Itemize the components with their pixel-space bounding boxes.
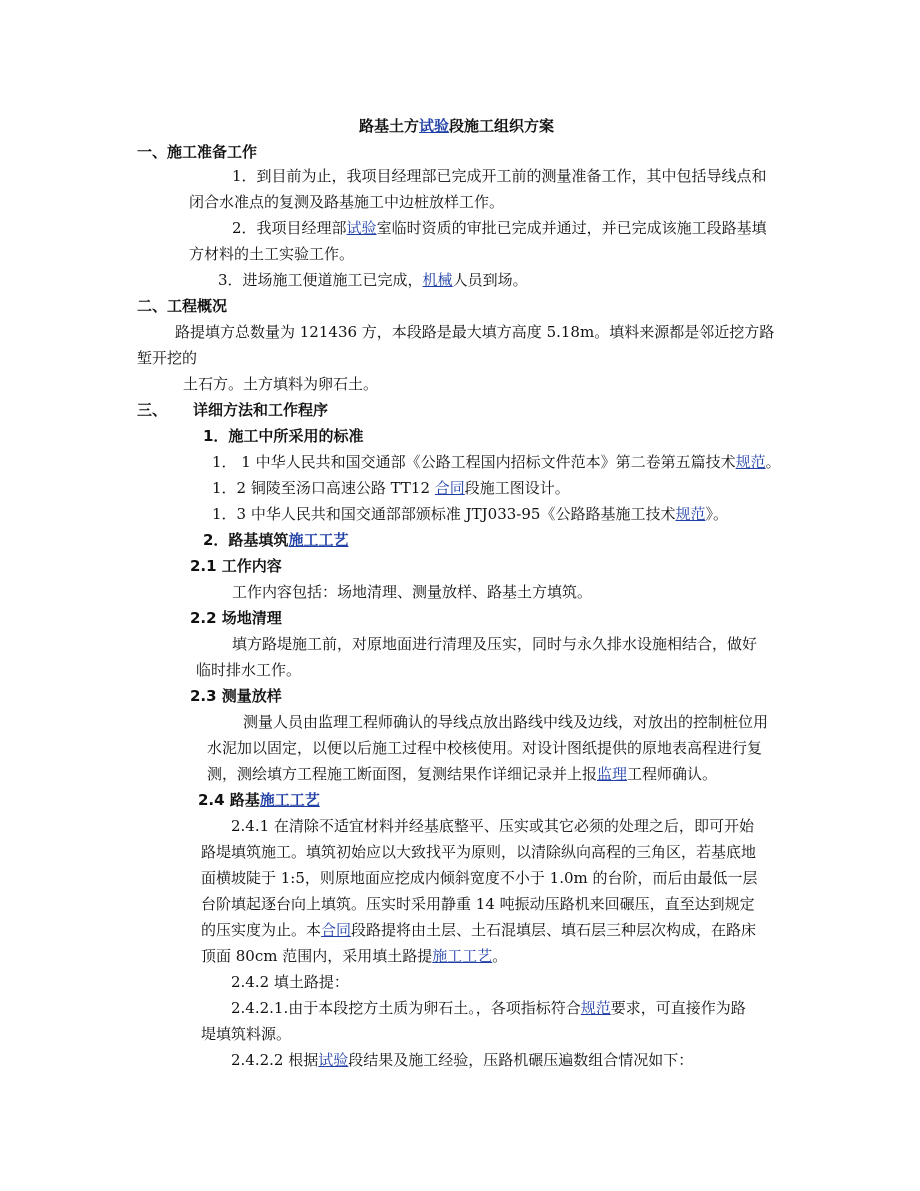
- paragraph: [218, 270, 528, 290]
- link-spec[interactable]: 规范: [580, 999, 611, 1017]
- paragraph: 台阶填起逐台向上填筑。压实时采用静重 14 吨振动压路机来回碾压，直至达到规定: [201, 895, 755, 913]
- text: 2．路基填筑: [203, 531, 289, 549]
- paragraph: 1．到目前为止，我项目经理部已完成开工前的测量准备工作，其中包括导线点和: [232, 167, 767, 185]
- link-contract[interactable]: 合同: [434, 479, 465, 497]
- text: 工程师确认。: [627, 765, 718, 783]
- paragraph: [231, 1050, 693, 1070]
- text: 段施工图设计。: [464, 479, 570, 497]
- paragraph: 临时排水工作。: [196, 661, 302, 679]
- text: 2.4.2.1.由于本段挖方土质为卵石土。，各项指标符合: [231, 999, 581, 1017]
- paragraph: 测量人员由监理工程师确认的导线点放出路线中线及边线，对放出的控制桩位用: [243, 713, 769, 731]
- heading-2-1: 2.1 工作内容: [190, 557, 282, 575]
- text: 测，测绘填方工程施工断面图，复测结果作详细记录并上报: [207, 765, 598, 783]
- paragraph: 土石方。土方填料为卵石土。: [183, 375, 379, 393]
- paragraph: 2.4.2 填土路提：: [231, 973, 349, 991]
- paragraph: [231, 998, 746, 1018]
- link-supervision[interactable]: 监理: [597, 765, 628, 783]
- text: 1． 1 中华人民共和国交通部《公路工程国内招标文件范本》第二卷第五篇技术: [212, 453, 736, 471]
- paragraph: 2.4.1 在清除不适宜材料并经基底整平、压实或其它必须的处理之后，即可开始: [231, 817, 754, 835]
- text: 顶面 80cm 范围内，采用填土路提: [201, 947, 433, 965]
- text: 段路提将由土层、土石混填层、填石层三种层次构成，在路床: [351, 921, 757, 939]
- section-1-heading: 一、施工准备工作: [137, 143, 258, 161]
- list-item: [212, 452, 781, 472]
- link-machinery[interactable]: 机械: [422, 271, 453, 289]
- heading-2-2: 2.2 场地清理: [190, 609, 282, 627]
- paragraph: 堑开挖的: [137, 349, 198, 367]
- paragraph: 面横坡陡于 1:5，则原地面应挖成内倾斜宽度不小于 1.0m 的台阶，而后由最低一层: [201, 869, 758, 887]
- link-contract[interactable]: 合同: [321, 921, 352, 939]
- title-text-rest: 段施工组织方案: [449, 117, 555, 135]
- text: 。: [492, 947, 508, 965]
- text: 2.4.2.2 根据: [231, 1051, 319, 1069]
- paragraph: [201, 946, 507, 966]
- text: 2．我项目经理部: [232, 219, 347, 237]
- link-process[interactable]: 施工工艺: [288, 531, 349, 549]
- paragraph: 工作内容包括：场地清理、测量放样、路基土方填筑。: [232, 583, 593, 601]
- text: 2.4 路基: [198, 791, 260, 809]
- subheading-fill: [203, 530, 348, 550]
- paragraph: 路提填方总数量为 121436 方，本段路是最大填方高度 5.18m。填料来源都是邻近挖方路: [175, 323, 775, 341]
- section-3-number: 三、: [137, 401, 168, 419]
- text: 人员到场。: [452, 271, 528, 289]
- paragraph: 方材料的土工实验工作。: [189, 245, 355, 263]
- paragraph: 水泥加以固定，以便以后施工过程中校核使用。对设计图纸提供的原地表高程进行复: [207, 739, 763, 757]
- link-process[interactable]: 施工工艺: [259, 791, 320, 809]
- text: 要求，可直接作为路: [610, 999, 746, 1017]
- subheading-standards: 1．施工中所采用的标准: [203, 427, 364, 445]
- title-link-test[interactable]: 试验: [419, 117, 450, 135]
- paragraph: 堤填筑料源。: [201, 1025, 292, 1043]
- paragraph: 路堤填筑施工。填筑初始应以大致找平为原则，以清除纵向高程的三角区，若基底地: [201, 843, 757, 861]
- text: 段结果及施工经验，压路机碾压遍数组合情况如下：: [348, 1051, 694, 1069]
- link-spec[interactable]: 规范: [675, 505, 706, 523]
- paragraph: [207, 764, 717, 784]
- list-item: [212, 478, 570, 498]
- section-2-heading: 二、工程概况: [137, 297, 228, 315]
- text: 室临时资质的审批已完成并通过，并已完成该施工段路基填: [376, 219, 767, 237]
- paragraph: 闭合水准点的复测及路基施工中边桩放样工作。: [189, 193, 505, 211]
- text: 》。: [705, 505, 728, 523]
- link-test[interactable]: 试验: [346, 219, 377, 237]
- text: 的压实度为止。本: [201, 921, 322, 939]
- text: 1．3 中华人民共和国交通部部颁标准 JTJ033-95《公路路基施工技术: [212, 505, 676, 523]
- section-3-heading: 详细方法和工作程序: [193, 401, 329, 419]
- heading-2-3: 2.3 测量放样: [190, 687, 282, 705]
- link-test[interactable]: 试验: [318, 1051, 349, 1069]
- text: 3．进场施工便道施工已完成，: [218, 271, 423, 289]
- paragraph: [201, 920, 756, 940]
- link-spec[interactable]: 规范: [735, 453, 766, 471]
- title-text: 路基土方: [359, 117, 420, 135]
- heading-2-4: [198, 790, 320, 810]
- document-title: [359, 116, 554, 136]
- link-process[interactable]: 施工工艺: [432, 947, 493, 965]
- paragraph: [232, 218, 767, 238]
- list-item: [212, 504, 728, 524]
- paragraph: 填方路堤施工前，对原地面进行清理及压实，同时与永久排水设施相结合，做好: [232, 635, 758, 653]
- text: 。: [765, 453, 781, 471]
- text: 1．2 铜陵至汤口高速公路 TT12: [212, 479, 435, 497]
